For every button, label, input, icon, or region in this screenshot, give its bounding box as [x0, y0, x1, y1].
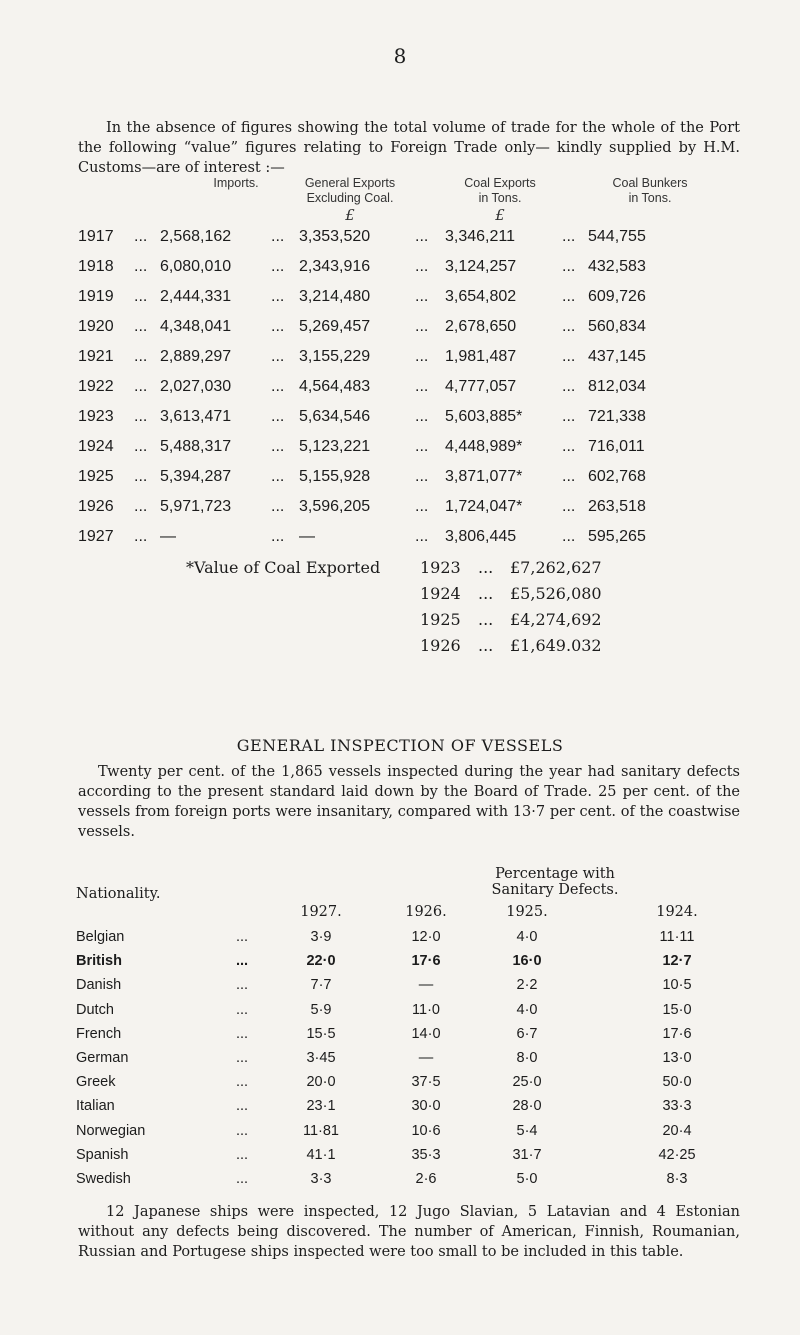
header-imports: Imports.: [213, 176, 259, 190]
value-1927: 3·45: [306, 1050, 336, 1066]
leader-dots: ...: [134, 468, 148, 485]
trade-row: [78, 258, 718, 282]
trade-year: 1927: [78, 528, 114, 545]
value-1927: 23·1: [306, 1098, 336, 1115]
header-percentage: [470, 866, 640, 898]
coal-bunkers-value: 432,583: [588, 258, 646, 275]
value-1924: 11·11: [659, 929, 695, 945]
value-1927: 41·1: [306, 1146, 336, 1163]
leader-dots: ...: [415, 438, 429, 455]
value-1926: 14·0: [411, 1025, 441, 1042]
value-1926: 10·6: [411, 1122, 441, 1139]
coal-bunkers-value: 544,755: [588, 228, 646, 245]
value-1924: 42·25: [658, 1146, 696, 1163]
value-1924: 13·0: [662, 1050, 692, 1066]
coal-bunkers-value: 602,768: [588, 468, 646, 485]
leader-dots: ...: [134, 528, 148, 545]
trade-year: 1921: [78, 348, 114, 365]
leader-dots: ...: [236, 953, 249, 970]
value-1925: 16·0: [512, 953, 542, 970]
value-1926: 12·0: [411, 929, 441, 945]
general-exports-value: 3,155,229: [299, 348, 371, 365]
nationality-row: [76, 1050, 756, 1074]
leader-dots: ...: [562, 258, 576, 275]
header-1924: 1924.: [656, 904, 698, 920]
coal-exports-value: 3,124,257: [445, 258, 517, 275]
header-general-line2: Excluding Coal.: [306, 191, 394, 205]
leader-dots: ...: [134, 288, 148, 305]
value-1927: 5·9: [310, 1001, 332, 1018]
value-1925: 4·0: [516, 1001, 538, 1018]
value-1927: 7·7: [310, 977, 332, 994]
nationality-row: [76, 1123, 756, 1147]
leader-dots: ...: [271, 228, 285, 245]
trade-row: [78, 288, 718, 312]
value-1926: 11·0: [412, 1001, 440, 1018]
header-general-pound: £: [345, 206, 355, 224]
coal-exports-value: 1,724,047*: [445, 498, 523, 515]
leader-dots: ...: [236, 1146, 249, 1163]
value-1924: 20·4: [662, 1122, 692, 1139]
nationality-row: [76, 1074, 756, 1098]
trade-row: [78, 318, 718, 342]
coal-value-year: 1926: [420, 636, 461, 655]
coal-exports-value: 4,777,057: [445, 378, 517, 395]
header-coal-exports: [440, 176, 560, 223]
nationality-name: Swedish: [76, 1171, 131, 1187]
header-nationality: Nationality.: [76, 886, 161, 902]
coal-exports-value: 5,603,885*: [445, 408, 523, 425]
trade-year: 1923: [78, 408, 114, 425]
coal-exports-value: 3,871,077*: [445, 468, 523, 485]
trade-year: 1926: [78, 498, 114, 515]
value-1926: 35·3: [411, 1146, 441, 1163]
nationality-row: [76, 929, 756, 953]
leader-dots: ...: [562, 468, 576, 485]
trade-year: 1918: [78, 258, 114, 275]
leader-dots: ...: [415, 498, 429, 515]
value-1927: 3·3: [310, 1171, 332, 1187]
nationality-row: [76, 1171, 756, 1195]
value-1924: 33·3: [662, 1098, 692, 1115]
value-1927: 20·0: [306, 1074, 336, 1091]
nationality-name: Greek: [76, 1074, 116, 1091]
value-1925: 5·0: [516, 1171, 538, 1187]
header-1927: 1927.: [300, 904, 342, 920]
leader-dots: ...: [236, 977, 249, 994]
leader-dots: ...: [415, 258, 429, 275]
leader-dots: ...: [134, 348, 148, 365]
general-exports-value: 5,155,928: [299, 468, 371, 485]
nationality-name: German: [76, 1050, 129, 1066]
leader-dots: ...: [415, 228, 429, 245]
page-number: 8: [393, 44, 407, 68]
leader-dots: ...: [562, 318, 576, 335]
leader-dots: ...: [271, 318, 285, 335]
trade-row: [78, 438, 718, 462]
leader-dots: ...: [236, 1171, 249, 1187]
leader-dots: ...: [562, 228, 576, 245]
header-general-exports: [285, 176, 415, 223]
coal-value-label-text: *Value of Coal Exported: [186, 558, 381, 577]
leader-dots: ...: [271, 468, 285, 485]
value-1927: 3·9: [310, 929, 332, 945]
leader-dots: ...: [562, 288, 576, 305]
coal-value-year: 1924: [420, 584, 461, 603]
leader-dots: ...: [478, 636, 494, 655]
leader-dots: ...: [271, 498, 285, 515]
value-1926: —: [418, 1050, 434, 1066]
general-exports-value: 3,596,205: [299, 498, 371, 515]
value-1926: 37·5: [411, 1074, 441, 1091]
trade-year: 1922: [78, 378, 114, 395]
trade-year: 1919: [78, 288, 114, 305]
trade-row: [78, 378, 718, 402]
imports-value: 5,971,723: [160, 498, 232, 515]
header-1926: 1926.: [405, 904, 447, 920]
coal-bunkers-value: 812,034: [588, 378, 646, 395]
nationality-row: [76, 1098, 756, 1122]
leader-dots: ...: [415, 288, 429, 305]
value-1925: 25·0: [512, 1074, 542, 1091]
leader-dots: ...: [562, 348, 576, 365]
value-1925: 8·0: [516, 1050, 538, 1066]
value-1926: 2·6: [415, 1171, 437, 1187]
value-1925: 5·4: [516, 1122, 538, 1139]
value-1925: 31·7: [512, 1146, 542, 1163]
coal-exports-value: 2,678,650: [445, 318, 517, 335]
coal-value-amount: £5,526,080: [510, 584, 602, 603]
trade-row: [78, 498, 718, 522]
imports-value: 2,568,162: [160, 228, 232, 245]
coal-bunkers-value: 595,265: [588, 528, 646, 545]
imports-value: 6,080,010: [160, 258, 232, 275]
nationality-row: [76, 1147, 756, 1171]
leader-dots: ...: [415, 408, 429, 425]
nationality-row: [76, 953, 756, 977]
trade-row: [78, 348, 718, 372]
leader-dots: ...: [236, 1050, 249, 1066]
leader-dots: ...: [415, 528, 429, 545]
leader-dots: ...: [271, 348, 285, 365]
leader-dots: ...: [271, 258, 285, 275]
value-1925: 4·0: [516, 929, 538, 945]
value-1924: 8·3: [666, 1171, 688, 1187]
nationality-name: Danish: [76, 977, 122, 994]
value-1924: 50·0: [662, 1074, 692, 1091]
nationality-row: [76, 1026, 756, 1050]
coal-value-year: 1923: [420, 558, 461, 577]
value-1924: 17·6: [662, 1025, 692, 1042]
header-pct-line2: Sanitary Defects.: [491, 882, 619, 898]
leader-dots: ...: [562, 528, 576, 545]
leader-dots: ...: [415, 348, 429, 365]
leader-dots: ...: [271, 408, 285, 425]
imports-value: 3,613,471: [160, 408, 232, 425]
value-1927: 15·5: [306, 1025, 336, 1042]
general-exports-value: —: [299, 528, 315, 545]
leader-dots: ...: [134, 228, 148, 245]
section-heading: GENERAL INSPECTION OF VESSELS: [236, 736, 564, 755]
leader-dots: ...: [415, 468, 429, 485]
trade-row: [78, 468, 718, 492]
imports-value: 5,488,317: [160, 438, 232, 455]
leader-dots: ...: [562, 438, 576, 455]
trade-year: 1917: [78, 228, 114, 245]
header-coal-line2: in Tons.: [478, 191, 522, 205]
nationality-row: [76, 1002, 756, 1026]
leader-dots: ...: [134, 498, 148, 515]
leader-dots: ...: [271, 438, 285, 455]
leader-dots: ...: [415, 378, 429, 395]
imports-value: —: [160, 528, 176, 545]
value-1925: 28·0: [512, 1098, 542, 1115]
nationality-name: Norwegian: [76, 1122, 146, 1139]
coal-exports-value: 4,448,989*: [445, 438, 523, 455]
trade-year: 1925: [78, 468, 114, 485]
leader-dots: ...: [562, 408, 576, 425]
nationality-name: French: [76, 1025, 122, 1042]
coal-value-amount: £4,274,692: [510, 610, 602, 629]
header-1925: 1925.: [506, 904, 548, 920]
coal-exports-value: 3,346,211: [445, 228, 515, 245]
imports-value: 4,348,041: [160, 318, 232, 335]
nationality-name: Italian: [76, 1098, 115, 1115]
coal-exports-value: 3,654,802: [445, 288, 517, 305]
imports-value: 5,394,287: [160, 468, 232, 485]
leader-dots: ...: [134, 408, 148, 425]
leader-dots: ...: [236, 1122, 249, 1139]
nationality-name: Spanish: [76, 1146, 129, 1163]
coal-exports-value: 1,981,487: [445, 348, 517, 365]
general-exports-value: 3,214,480: [299, 288, 371, 305]
header-general-line1: General Exports: [304, 176, 396, 190]
value-1926: —: [418, 977, 434, 994]
leader-dots: ...: [134, 258, 148, 275]
leader-dots: ...: [415, 318, 429, 335]
nationality-name: Dutch: [76, 1001, 114, 1018]
imports-value: 2,444,331: [160, 288, 232, 305]
coal-value-amount: £7,262,627: [510, 558, 602, 577]
leader-dots: ...: [271, 378, 285, 395]
leader-dots: ...: [562, 378, 576, 395]
leader-dots: ...: [236, 1098, 249, 1115]
trade-year: 1924: [78, 438, 114, 455]
header-coal-line1: Coal Exports: [464, 176, 536, 190]
value-1925: 6·7: [516, 1025, 538, 1042]
trade-row: [78, 408, 718, 432]
leader-dots: ...: [134, 318, 148, 335]
leader-dots: ...: [562, 498, 576, 515]
general-exports-value: 5,269,457: [299, 318, 371, 335]
leader-dots: ...: [134, 438, 148, 455]
coal-value-amount: £1,649.032: [510, 636, 602, 655]
value-1924: 10·5: [662, 977, 692, 994]
leader-dots: ...: [236, 929, 249, 945]
general-exports-value: 3,353,520: [299, 228, 371, 245]
coal-bunkers-value: 716,011: [588, 438, 645, 455]
header-coal-pound: £: [495, 206, 505, 224]
imports-value: 2,027,030: [160, 378, 232, 395]
leader-dots: ...: [478, 584, 494, 603]
value-1927: 11·81: [302, 1122, 339, 1139]
inspection-paragraph: Twenty per cent. of the 1,865 vessels inspected during the year had sanitary defects according to the present standard laid down by the Board of Trade. 25 per cent. of the vessels from foreign ports were insanitary, compared with 13·7 per cent. of the coastwise vessels.: [78, 764, 740, 840]
coal-bunkers-value: 560,834: [588, 318, 646, 335]
leader-dots: ...: [478, 558, 494, 577]
general-exports-value: 4,564,483: [299, 378, 371, 395]
leader-dots: ...: [271, 528, 285, 545]
coal-value-year: 1925: [420, 610, 461, 629]
nationality-row: [76, 977, 756, 1001]
general-exports-value: 5,123,221: [299, 438, 371, 455]
trade-row: [78, 528, 718, 552]
leader-dots: ...: [271, 288, 285, 305]
value-1926: 30·0: [411, 1098, 441, 1115]
header-pct-line1: Percentage with: [495, 866, 615, 882]
header-bunkers-line1: Coal Bunkers: [612, 176, 688, 190]
leader-dots: ...: [236, 1001, 249, 1018]
leader-dots: ...: [236, 1074, 249, 1091]
leader-dots: ...: [236, 1025, 249, 1042]
value-1926: 17·6: [411, 953, 441, 970]
value-1924: 12·7: [662, 953, 692, 970]
leader-dots: ...: [478, 610, 494, 629]
header-bunkers-line2: in Tons.: [628, 191, 672, 205]
nationality-name: British: [76, 953, 122, 970]
leader-dots: ...: [134, 378, 148, 395]
header-coal-bunkers: [590, 176, 710, 206]
general-exports-value: 5,634,546: [299, 408, 371, 425]
value-1924: 15·0: [662, 1001, 692, 1018]
value-1927: 22·0: [306, 953, 336, 970]
trade-year: 1920: [78, 318, 114, 335]
coal-bunkers-value: 437,145: [588, 348, 646, 365]
intro-paragraph: In the absence of figures showing the total volume of trade for the whole of the Port the following “value” figures relating to Foreign Trade only— kindly supplied by H.M. Customs—are of interest :—: [78, 120, 740, 176]
coal-bunkers-value: 721,338: [588, 408, 646, 425]
nationality-name: Belgian: [76, 929, 125, 945]
coal-exports-value: 3,806,445: [445, 528, 517, 545]
coal-bunkers-value: 609,726: [588, 288, 646, 305]
trade-row: [78, 228, 718, 252]
general-exports-value: 2,343,916: [299, 258, 371, 275]
coal-bunkers-value: 263,518: [588, 498, 646, 515]
value-1925: 2·2: [516, 977, 538, 994]
imports-value: 2,889,297: [160, 348, 232, 365]
closing-paragraph: 12 Japanese ships were inspected, 12 Jugo Slavian, 5 Latavian and 4 Estonian without any defects being discovered. The number of American, Finnish, Roumanian, Russian and Portugese ships inspected were too small to be included in this table.: [78, 1204, 740, 1260]
